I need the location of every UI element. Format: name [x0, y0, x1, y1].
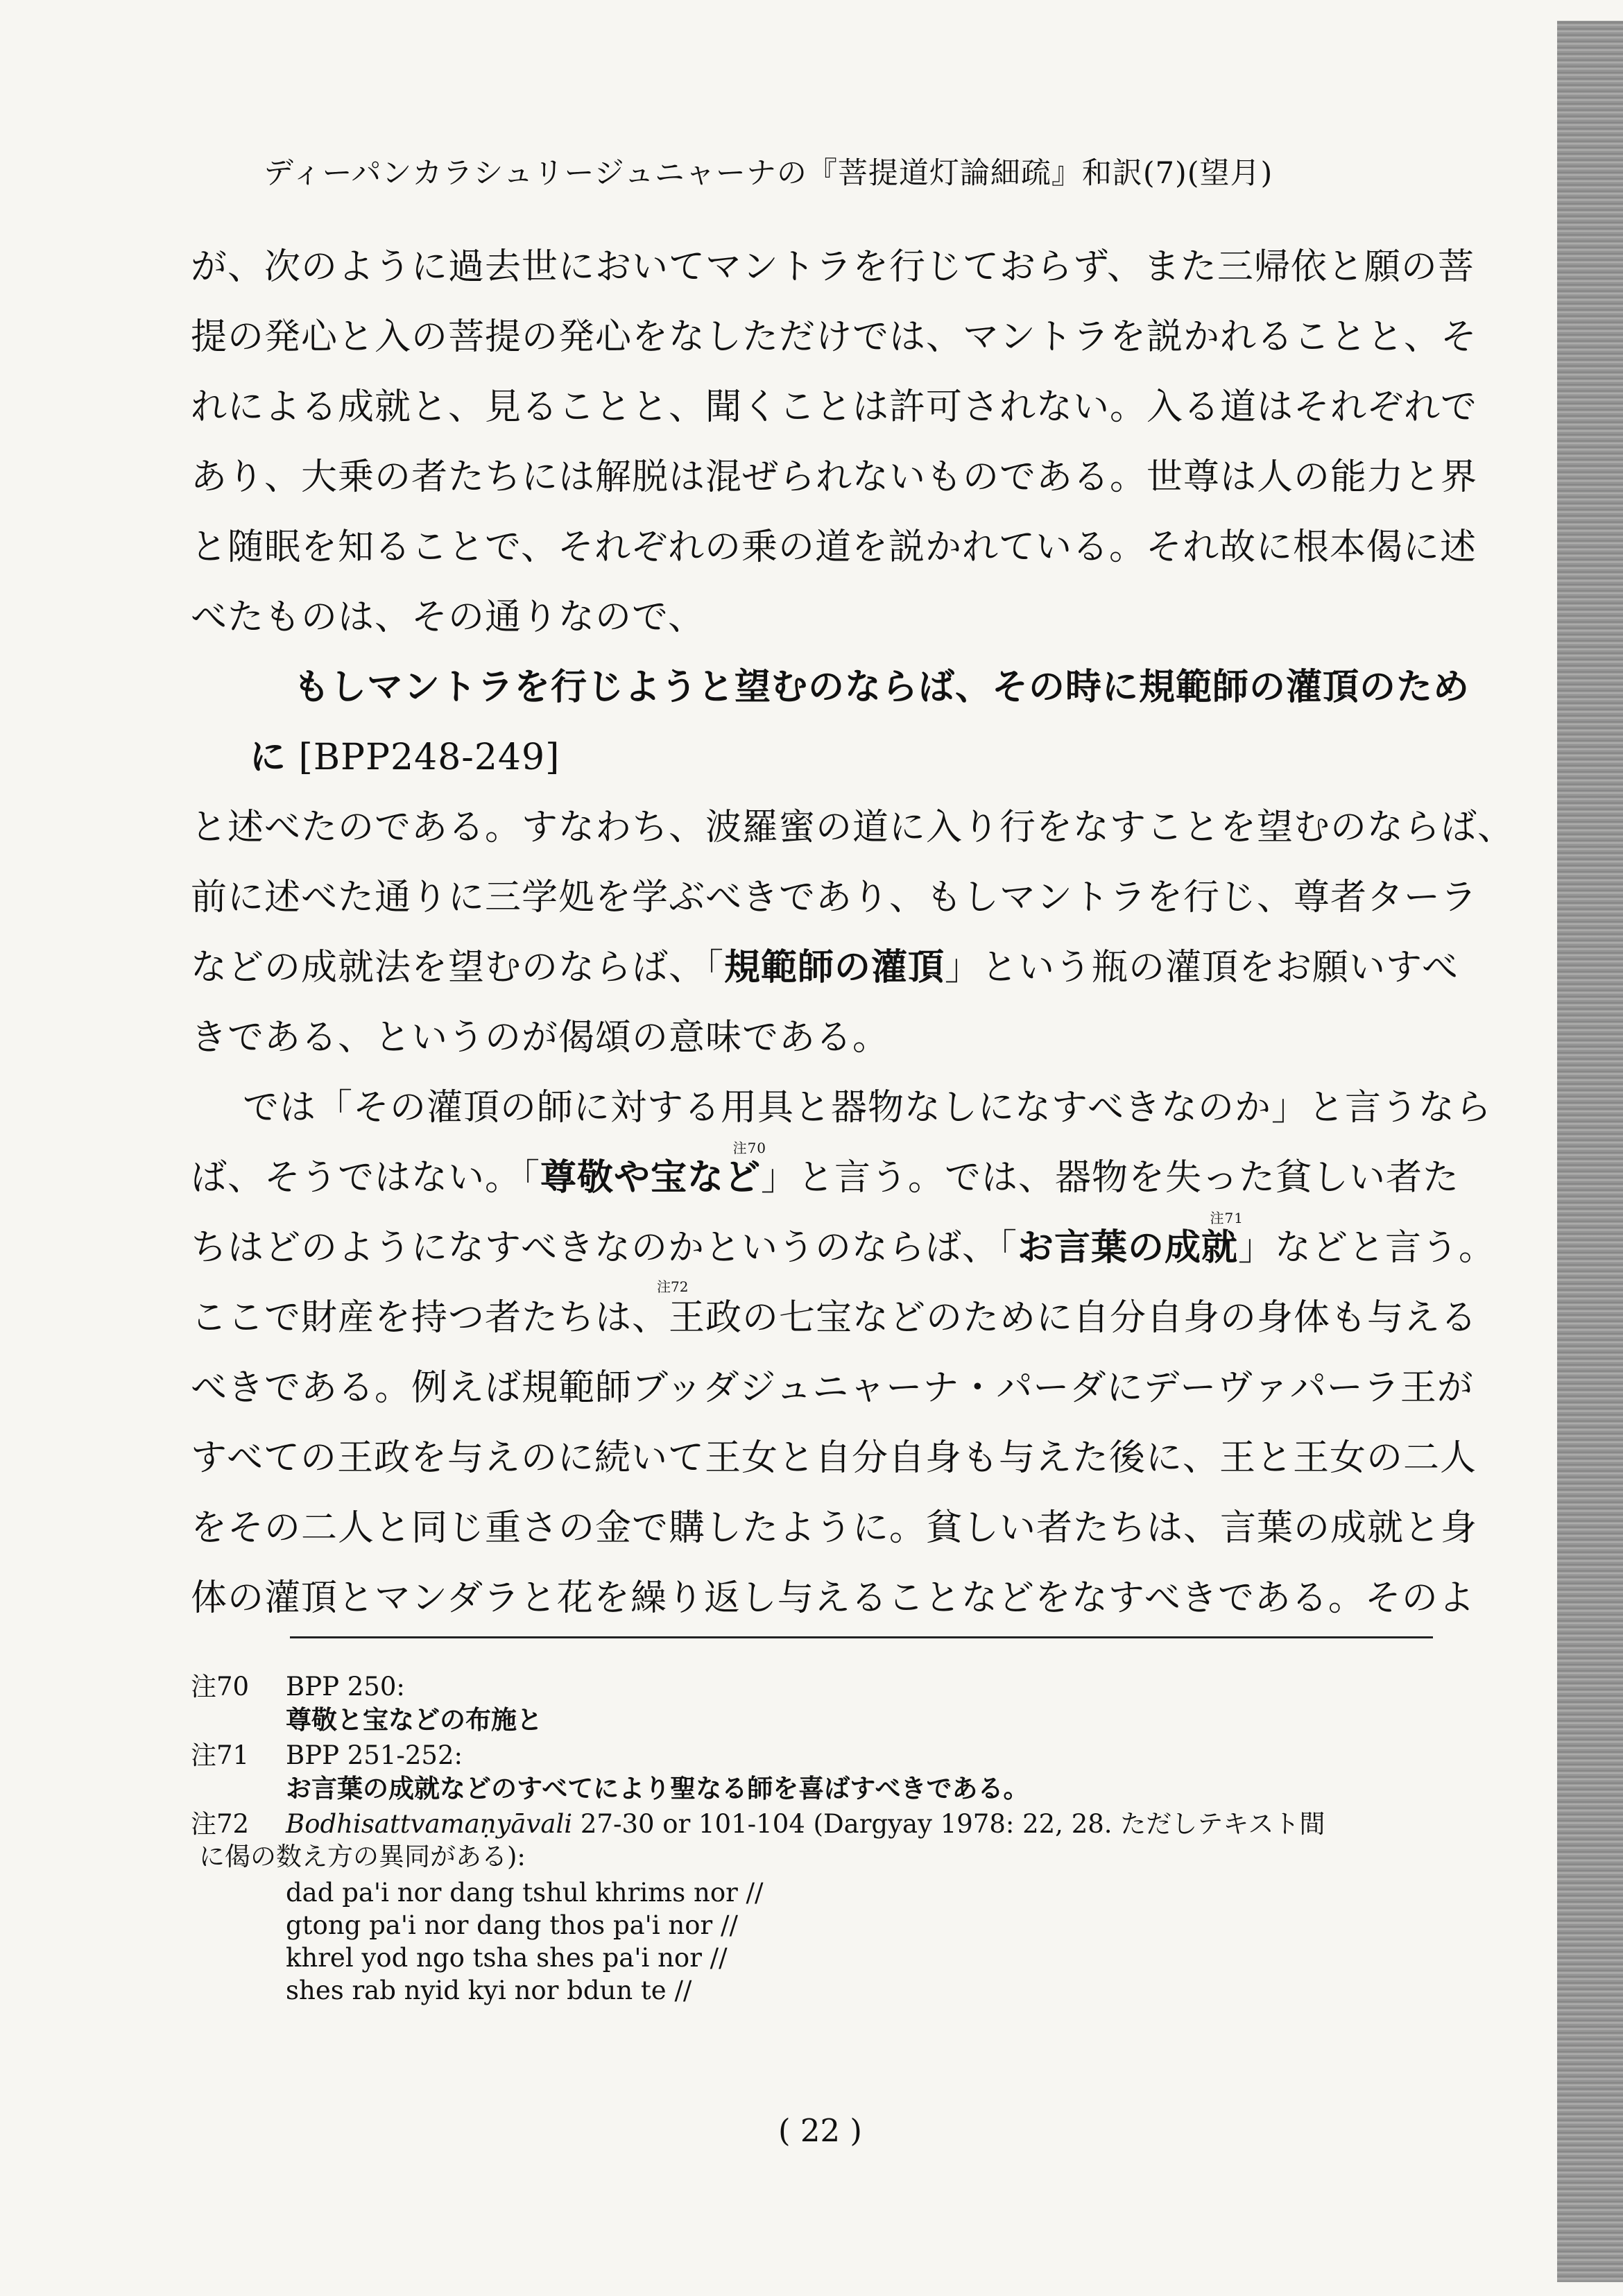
footnote-72-line-1 [286, 1809, 1325, 1840]
emphasis-term [540, 1140, 767, 1199]
paragraph-1-line-6: べたものは、その通りなので、 [191, 597, 705, 638]
emphasis-term [1017, 1210, 1244, 1269]
paragraph-2-line-4: きである、というのが偈頌の意味である。 [191, 1017, 890, 1059]
paragraph-3-line-3 [191, 1210, 1495, 1269]
paragraph-1-line-2: 提の発心と入の菩提の発心をなしただけでは、マントラを説かれることと、そ [191, 316, 1478, 358]
paragraph-3-line-6: すべての王政を与えのに続いて王女と自分自身も与えた後に、王と王女の二人 [191, 1437, 1477, 1479]
paragraph-3-line-7: をその二人と同じ重さの金で購したように。貧しい者たちは、言葉の成就と身 [191, 1507, 1478, 1549]
running-head: ディーパンカラシュリージュニャーナの『菩提道灯論細疏』和訳(7)(望月) [264, 156, 1273, 191]
footnote-70-text: 尊敬と宝などの布施と [286, 1704, 542, 1735]
note-mark-71: 注71 [1210, 1210, 1244, 1226]
footnote-rule [290, 1636, 1433, 1638]
paragraph-2-line-2: 前に述べた通りに三学処を学ぶべきであり、もしマントラを行じ、尊者ターラ [191, 877, 1478, 918]
footnote-71-text: お言葉の成就などのすべてにより聖なる師を喜ばすべきである。 [286, 1773, 1029, 1804]
emphasis-term: 規範師の灌頂 [724, 946, 945, 988]
text-segment: ちはどのようになすべきなのかというのならば、「 [191, 1227, 1017, 1269]
verse-reference: [BPP248-249] [286, 737, 560, 778]
text-segment: 」と言う。では、器物を失った貧しい者た [761, 1157, 1460, 1199]
scan-edge [1557, 21, 1623, 2282]
verse-line-1: もしマントラを行じようと望むのならば、その時に規範師の灌頂のため [293, 666, 1470, 708]
paragraph-1-line-5: と随眠を知ることで、それぞれの乗の道を説かれている。それ故に根本偈に述 [191, 526, 1477, 568]
text-segment: 」などと言う。 [1237, 1227, 1495, 1269]
footnote-71-ref: BPP 251-252: [286, 1740, 463, 1770]
emphasis-text: 尊敬や宝など [540, 1156, 762, 1199]
note-mark-72: 注72 [657, 1278, 689, 1295]
tibetan-line-2: gtong pa'i nor dang thos pa'i nor // [286, 1910, 738, 1940]
paragraph-3-line-2 [191, 1140, 1460, 1199]
paragraph-1-line-1: が、次のように過去世においてマントラを行じておらず、また三帰依と願の菩 [191, 246, 1475, 288]
emphasis-text: お言葉の成就 [1017, 1226, 1238, 1269]
text-segment: ば、そうではない。「 [191, 1157, 541, 1199]
footnote-72-cont: に偈の数え方の異同がある): [199, 1842, 526, 1871]
footnote-71-label: 注71 [191, 1740, 250, 1770]
paragraph-1-line-4: あり、大乗の者たちには解脱は混ぜられないものである。世尊は人の能力と界 [191, 456, 1478, 498]
footnote-72-title: Bodhisattvamaṇyāvali [286, 1809, 573, 1839]
paragraph-2-line-1: と述べたのである。すなわち、波羅蜜の道に入り行をなすことを望むのならば、 [191, 807, 1515, 848]
text-segment: などの成就法を望むのならば、「 [191, 947, 725, 988]
paragraph-1-line-3: れによる成就と、見ることと、聞くことは許可されない。入る道はそれぞれで [191, 386, 1478, 428]
text-segment: 」という瓶の灌頂をお願いすべ [945, 947, 1459, 988]
verse-line-2 [250, 737, 560, 778]
tibetan-line-4: shes rab nyid kyi nor bdun te // [286, 1976, 692, 2005]
footnote-70-label: 注70 [191, 1672, 250, 1702]
page-number: ( 22 ) [778, 2112, 862, 2149]
paragraph-3-line-8: 体の灌頂とマンダラと花を繰り返し与えることなどをなすべきである。そのよ [191, 1577, 1475, 1619]
paragraph-3-line-4: ここで財産を持つ者たちは、王政の七宝などのために自分自身の身体も与える [191, 1297, 1478, 1339]
tibetan-line-3: khrel yod ngo tsha shes pa'i nor // [286, 1943, 728, 1973]
footnote-72-label: 注72 [191, 1809, 250, 1839]
paragraph-3-line-5: べきである。例えば規範師ブッダジュニャーナ・パーダにデーヴァパーラ王が [191, 1367, 1474, 1409]
footnote-72-ref: 27-30 or 101-104 (Dargyay 1978: 22, 28. ただしテキスト間 [572, 1809, 1325, 1839]
footnote-70-ref: BPP 250: [286, 1672, 405, 1702]
tibetan-line-1: dad pa'i nor dang tshul khrims nor // [286, 1878, 764, 1908]
paragraph-3-line-1: では「その灌頂の師に対する用具と器物なしになすべきなのか」と言うなら [243, 1087, 1492, 1129]
paragraph-2-line-3 [191, 947, 1459, 988]
verse-line-2-text: に [250, 736, 287, 778]
note-mark-70: 注70 [732, 1140, 767, 1156]
